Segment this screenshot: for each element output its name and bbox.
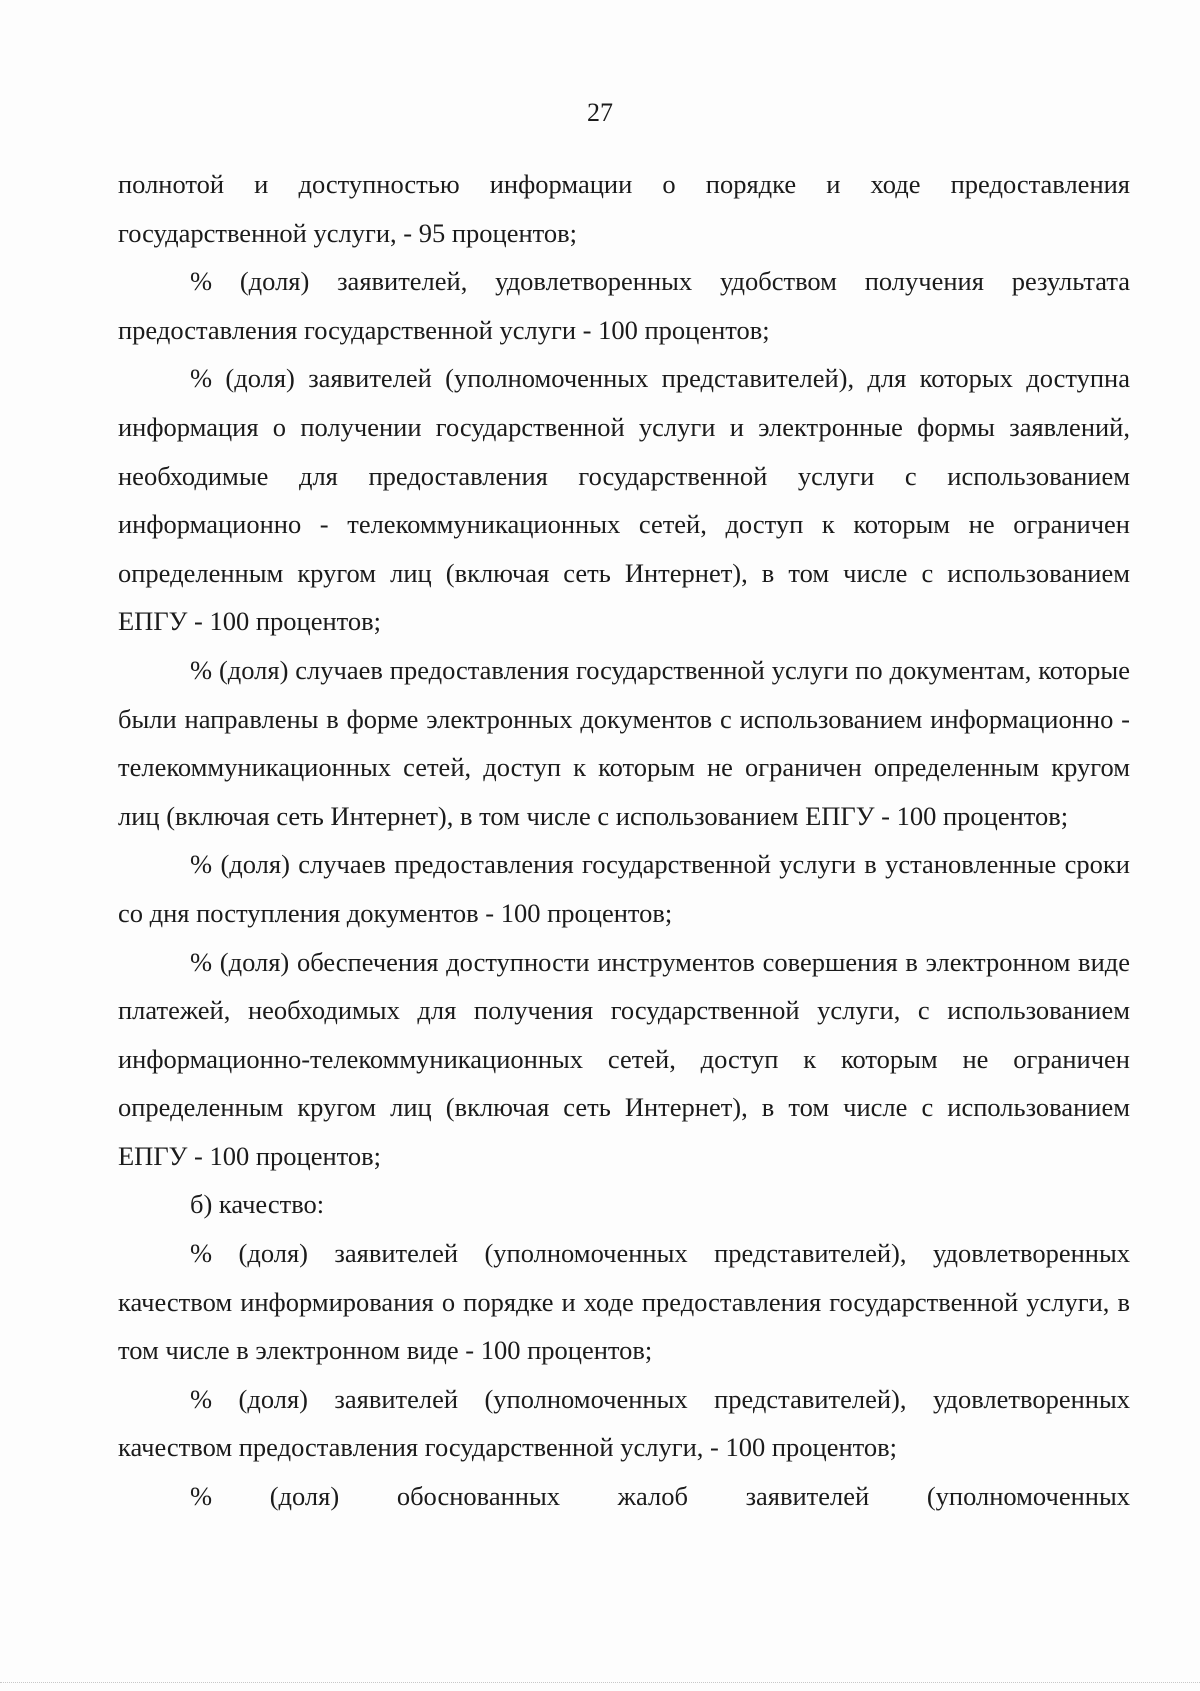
- paragraph-deadline-share: % (доля) случаев предоставления государственной услуги в установленные сроки со дня поступления документов - 100 процентов;: [118, 849, 1130, 928]
- paragraph-complaints-share: % (доля) обоснованных жалоб заявителей (уполномоченных: [190, 1481, 1130, 1512]
- paragraph-convenience-share: % (доля) заявителей, удовлетворенных удобством получения результата предоставления государственной услуги - 100 процентов;: [118, 266, 1130, 345]
- paragraph-payment-tools-share: % (доля) обеспечения доступности инструментов совершения в электронном виде платежей, необходимых для получения государственной услуги, с использованием информационно-телекоммуникационных сетей, доступ к которым не ограничен определенным кругом лиц (включая сеть Интернет), в том числе с использованием ЕПГУ - 100 процентов;: [118, 946, 1130, 1171]
- scan-edge-line: [0, 1682, 1200, 1683]
- paragraph-informing-quality-share: % (доля) заявителей (уполномоченных представителей), удовлетворенных качеством информирования о порядке и ходе предоставления государственной услуги, в том числе в электронном виде - 100 процентов;: [118, 1238, 1130, 1366]
- paragraph-electronic-documents-share: % (доля) случаев предоставления государственной услуги по документам, которые были направлены в форме электронных документов с использованием информационно - телекоммуникационных сетей, доступ к которым не ограничен определенным кругом лиц (включая сеть Интернет), в том числе с использованием ЕПГУ - 100 процентов;: [118, 654, 1130, 831]
- paragraph-service-quality-share: % (доля) заявителей (уполномоченных представителей), удовлетворенных качеством предоставления государственной услуги, - 100 процентов;: [118, 1383, 1130, 1463]
- paragraph-quality-heading: б) качество:: [190, 1189, 325, 1220]
- page-number: 27: [587, 98, 613, 127]
- paragraph-info-availability-share: % (доля) заявителей (уполномоченных представителей), для которых доступна информация о получении государственной услуги и электронные формы заявлений, необходимые для предоставления государственной услуги с использованием информационно - телекоммуникационных сетей, доступ к которым не ограничен определенным кругом лиц (включая сеть Интернет), в том числе с использованием ЕПГУ - 100 процентов;: [118, 363, 1130, 637]
- paragraph-continuation: полнотой и доступностью информации о порядке и ходе предоставления государственной услуги, - 95 процентов;: [118, 169, 1130, 248]
- document-body: [118, 160, 1130, 1521]
